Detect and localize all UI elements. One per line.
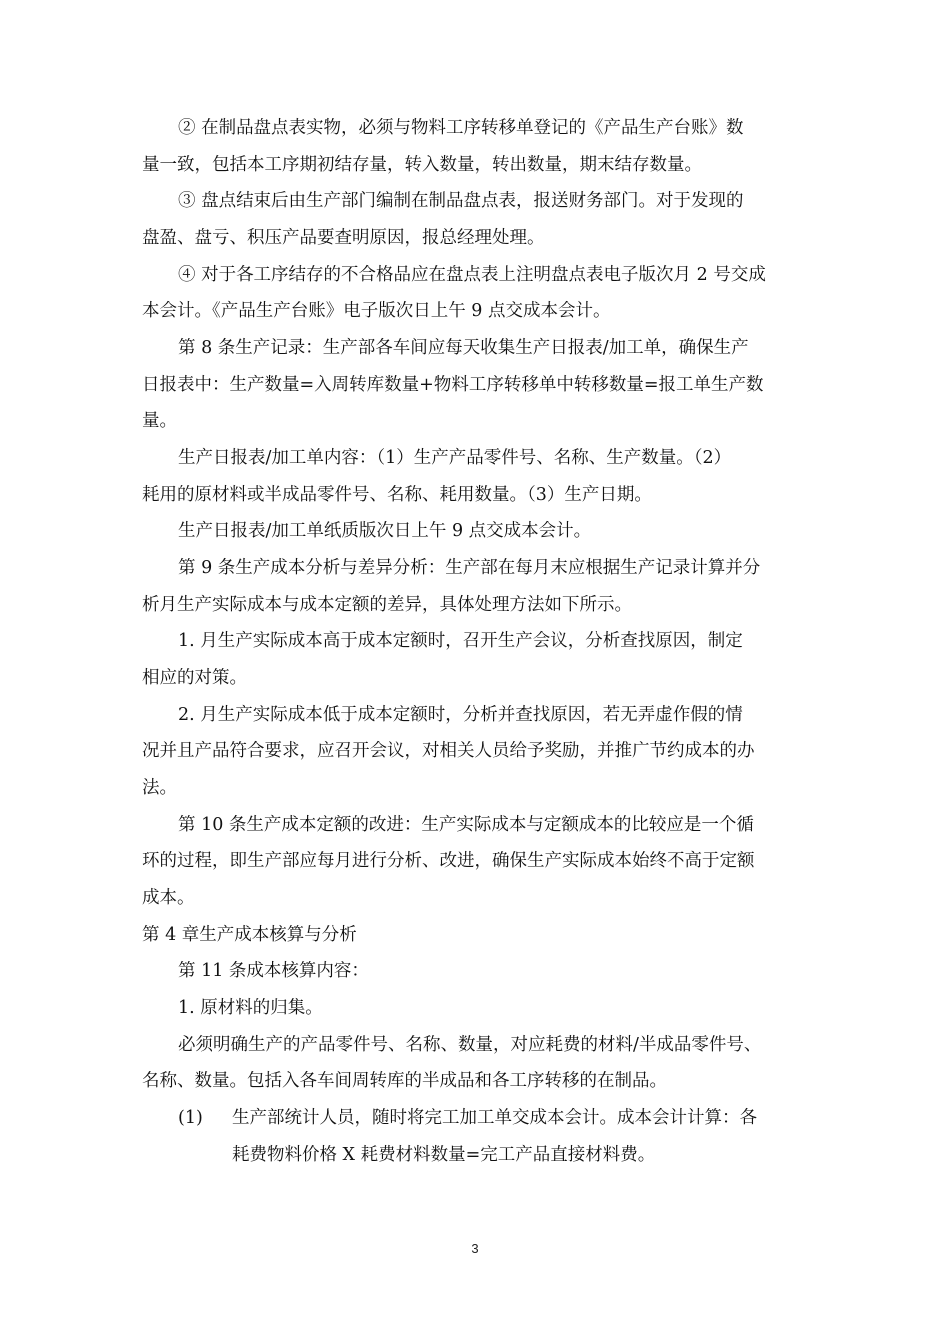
paragraph-line: 况并且产品符合要求，应召开会议，对相关人员给予奖励，并推广节约成本的办 bbox=[142, 741, 755, 761]
paragraph-line: 第 8 条生产记录：生产部各车间应每天收集生产日报表/加工单，确保生产 bbox=[178, 338, 749, 358]
paragraph-line: 盘盈、盘亏、积压产品要查明原因，报总经理处理。 bbox=[142, 228, 545, 248]
paragraph-line: ② 在制品盘点表实物，必须与物料工序转移单登记的《产品生产台账》数 bbox=[178, 118, 744, 138]
paragraph-line: 法。 bbox=[142, 778, 177, 798]
paragraph-line: 环的过程，即生产部应每月进行分析、改进，确保生产实际成本始终不高于定额 bbox=[142, 851, 755, 871]
list-item-line: 耗费物料价格 X 耗费材料数量=完工产品直接材料费。 bbox=[232, 1145, 656, 1165]
paragraph-line: 量。 bbox=[142, 411, 177, 431]
paragraph-line: 耗用的原材料或半成品零件号、名称、耗用数量。（3）生产日期。 bbox=[142, 485, 652, 505]
paragraph-line: 生产日报表/加工单纸质版次日上午 9 点交成本会计。 bbox=[178, 521, 592, 541]
paragraph-line: 生产日报表/加工单内容：（1）生产产品零件号、名称、生产数量。（2） bbox=[178, 448, 732, 468]
paragraph-line: 析月生产实际成本与成本定额的差异，具体处理方法如下所示。 bbox=[142, 595, 632, 615]
list-item-line: 生产部统计人员，随时将完工加工单交成本会计。成本会计计算：各 bbox=[232, 1108, 757, 1128]
page-number: 3 bbox=[471, 1241, 479, 1256]
paragraph-line: 第 9 条生产成本分析与差异分析：生产部在每月末应根据生产记录计算并分 bbox=[178, 558, 761, 578]
paragraph-line: 成本。 bbox=[142, 888, 195, 908]
paragraph-line: 1. 原材料的归集。 bbox=[178, 998, 323, 1018]
paragraph-line: 必须明确生产的产品零件号、名称、数量，对应耗费的材料/半成品零件号、 bbox=[178, 1035, 762, 1055]
paragraph-line: 1. 月生产实际成本高于成本定额时，召开生产会议，分析查找原因，制定 bbox=[178, 631, 743, 651]
paragraph-line: 日报表中：生产数量=入周转库数量+物料工序转移单中转移数量=报工单生产数 bbox=[142, 375, 764, 395]
paragraph-line: 2. 月生产实际成本低于成本定额时，分析并查找原因，若无弄虚作假的情 bbox=[178, 705, 743, 725]
paragraph-line: 相应的对策。 bbox=[142, 668, 247, 688]
list-item-number: (1) bbox=[178, 1108, 203, 1128]
chapter-heading: 第 4 章生产成本核算与分析 bbox=[142, 925, 357, 945]
paragraph-line: ③ 盘点结束后由生产部门编制在制品盘点表，报送财务部门。对于发现的 bbox=[178, 191, 744, 211]
paragraph-line: 第 10 条生产成本定额的改进：生产实际成本与定额成本的比较应是一个循 bbox=[178, 815, 754, 835]
paragraph-line: ④ 对于各工序结存的不合格品应在盘点表上注明盘点表电子版次月 2 号交成 bbox=[178, 265, 766, 285]
paragraph-line: 本会计。《产品生产台账》电子版次日上午 9 点交成本会计。 bbox=[142, 301, 611, 321]
paragraph-line: 名称、数量。包括入各车间周转库的半成品和各工序转移的在制品。 bbox=[142, 1071, 667, 1091]
paragraph-line: 第 11 条成本核算内容： bbox=[178, 961, 369, 981]
paragraph-line: 量一致，包括本工序期初结存量，转入数量，转出数量，期末结存数量。 bbox=[142, 155, 702, 175]
